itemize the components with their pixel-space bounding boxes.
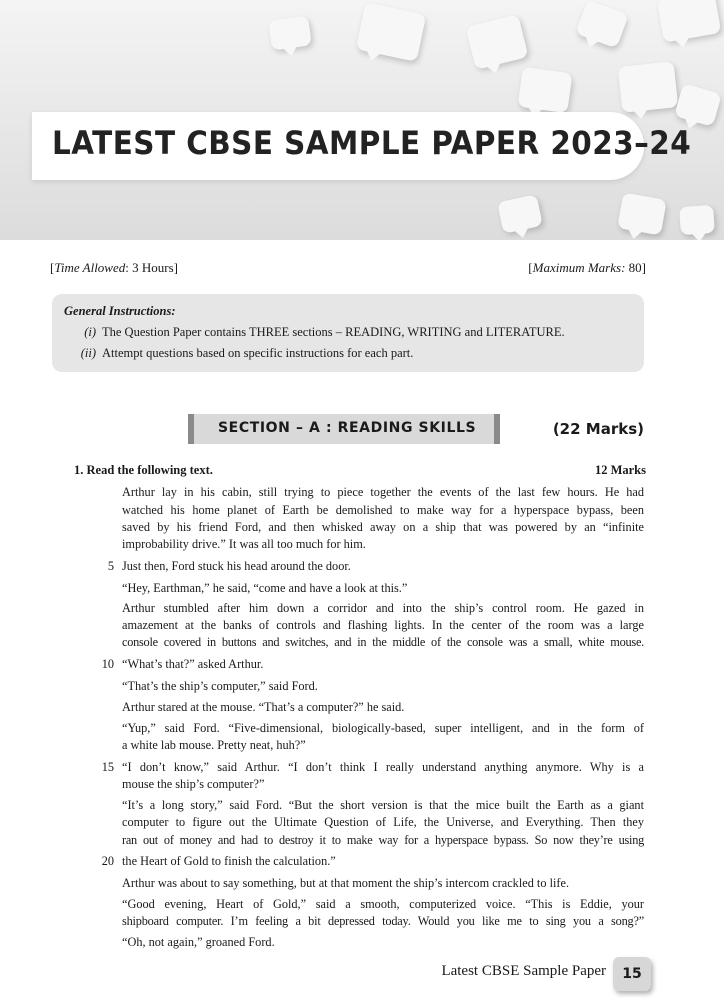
speech-bubble-decoration — [497, 194, 543, 234]
passage-line: Arthur stared at the mouse. “That’s a computer?” he said. — [122, 700, 405, 714]
question-marks: 12 Marks — [594, 463, 646, 477]
instruction-number: (i) — [84, 325, 96, 339]
passage-line: “I don’t know,” said Arthur. “I don’t think I really understand anything anymore. Why is a — [122, 760, 644, 774]
page-title: LATEST CBSE SAMPLE PAPER 2023–24 — [52, 124, 692, 162]
time-allowed-label: Time Allowed — [54, 260, 126, 275]
passage-line: watched his home planet of Earth be demolished to make way for a hyperspace bypass, been — [122, 503, 644, 517]
speech-bubble-decoration — [268, 15, 312, 50]
line-number: 20 — [101, 854, 114, 868]
passage-line: the Heart of Gold to finish the calculation.” — [122, 854, 336, 868]
passage-line: “What’s that?” asked Arthur. — [122, 657, 264, 671]
line-number: 10 — [101, 657, 114, 671]
passage-line: saved by his friend Ford, and then whisked away on a ship that was powered by an “infinite — [122, 520, 644, 534]
passage-line: “Oh, not again,” groaned Ford. — [122, 935, 275, 949]
instruction-number: (ii) — [80, 346, 96, 360]
passage-line: “Hey, Earthman,” he said, “come and have a look at this.” — [122, 581, 408, 595]
section-title: SECTION – A : READING SKILLS — [218, 420, 477, 436]
passage-line: a white lab mouse. Pretty neat, huh?” — [122, 738, 306, 752]
passage-line: amazement at the banks of controls and flashing lights. In the center of the room was a large — [122, 618, 644, 632]
passage-line: shipboard computer. I’m feeling a bit depressed today. Would you like me to sing you a song?” — [122, 914, 644, 928]
speech-bubble-decoration — [617, 192, 667, 235]
passage-line: improbability drive.” It was all too much for him. — [122, 537, 366, 551]
passage-line: Just then, Ford stuck his head around the door. — [122, 559, 351, 573]
passage-line: ran out of money and had to destroy it to make way for a hyperspace bypass. So now they’re using — [122, 833, 644, 847]
instruction-text: Attempt questions based on specific instructions for each part. — [102, 346, 414, 360]
passage-line: console covered in buttons and switches, and in the middle of the console was a small, white mouse. — [122, 635, 644, 649]
instruction-item — [62, 346, 413, 361]
time-allowed: [Time Allowed: 3 Hours] — [50, 260, 178, 275]
question-heading: 1. Read the following text. — [74, 463, 213, 477]
passage-line: computer to figure out the Ultimate Question of Life, the Universe, and Everything. Then they — [122, 815, 644, 829]
speech-bubble-decoration — [575, 0, 629, 48]
time-allowed-value: : 3 Hours] — [125, 260, 178, 275]
speech-bubble-decoration — [465, 14, 528, 70]
passage-line: “It’s a long story,” said Ford. “But the short version is that the mice built the Earth as a giant — [122, 798, 644, 812]
passage-line: mouse the ship’s computer?” — [122, 777, 265, 791]
instruction-text: The Question Paper contains THREE sections – READING, WRITING and LITERATURE. — [102, 325, 565, 339]
section-marks: (22 Marks) — [552, 420, 644, 438]
line-number: 15 — [101, 760, 114, 774]
passage-line: Arthur was about to say something, but at that moment the ship’s intercom crackled to life. — [122, 876, 570, 890]
passage-line: Arthur stumbled after him down a corridor and into the ship’s control room. He gazed in — [122, 601, 644, 615]
maximum-marks-value: 80] — [625, 260, 646, 275]
instruction-item — [62, 325, 565, 340]
page-number: 15 — [613, 957, 651, 991]
maximum-marks-label: Maximum Marks: — [532, 260, 626, 275]
passage-line: “That’s the ship’s computer,” said Ford. — [122, 679, 318, 693]
general-instructions-box — [52, 294, 644, 372]
passage-line: “Good evening, Heart of Gold,” said a smooth, computerized voice. “This is Eddie, your — [122, 897, 644, 911]
footer-title: Latest CBSE Sample Paper — [441, 963, 606, 979]
speech-bubble-decoration — [674, 83, 722, 127]
passage-line: “Yup,” said Ford. “Five-dimensional, biologically-based, super intelligent, and in the form of — [122, 721, 644, 735]
instructions-heading: General Instructions: — [64, 304, 176, 318]
speech-bubble-decoration — [679, 205, 715, 235]
passage-line: Arthur lay in his cabin, still trying to piece together the events of the last few hours. He had — [122, 485, 644, 499]
maximum-marks: [Maximum Marks: 80] — [528, 260, 646, 275]
speech-bubble-decoration — [356, 2, 427, 62]
line-number: 5 — [107, 559, 114, 573]
speech-bubble-decoration — [618, 61, 679, 113]
speech-bubble-decoration — [657, 0, 722, 43]
speech-bubble-decoration — [517, 67, 572, 114]
